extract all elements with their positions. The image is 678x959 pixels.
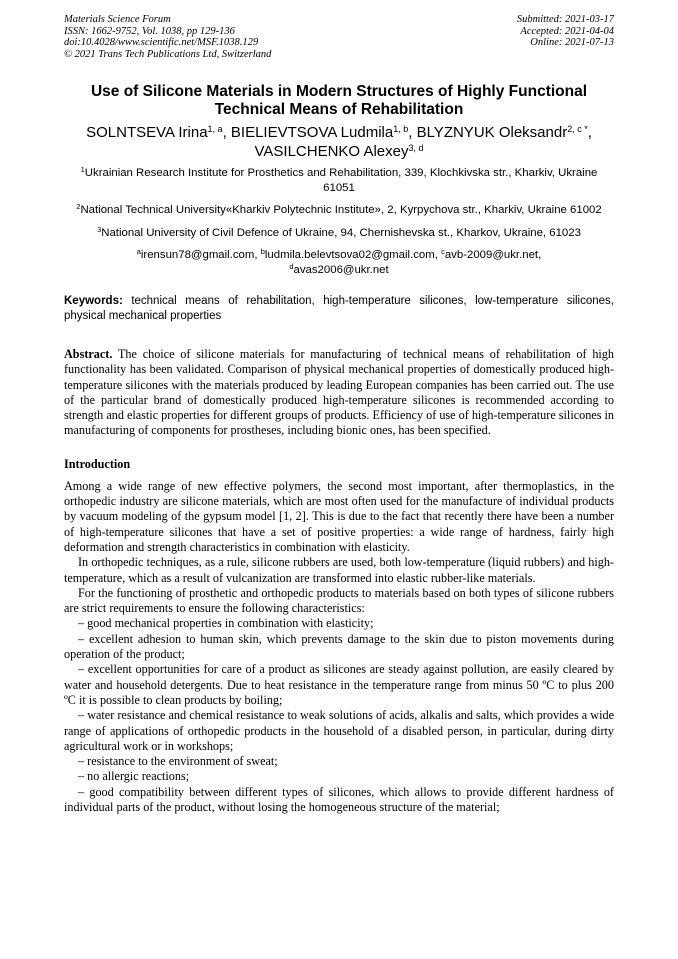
affiliation-3 (64, 226, 614, 241)
title-line-2: Technical Means of Rehabilitation (214, 101, 464, 118)
author-4: VASILCHENKO Alexey (254, 143, 409, 160)
keywords-text: technical means of rehabilitation, high-temperature silicones, low-temperature silicones, physical mechanical properties (64, 295, 614, 322)
intro-paragraph-3: For the functioning of prosthetic and orthopedic products to materials based on both types of silicone rubbers are strict requirements to ensure the following characteristics: (64, 585, 614, 616)
list-item: – excellent opportunities for care of a product as silicones are steady against pollution, are easily cleared by water and household detergents. Due to heat resistance in the temperature range from minus 50 ºC to plus 200 ºC it is possible to clean products by boiling; (64, 662, 614, 707)
list-item: – water resistance and chemical resistance to weak solutions of acids, alkalis and salts, which provides a wide range of applications of orthopedic products in the household of a disabled person, in particular, during dirty agricultural work or in workshops; (64, 708, 614, 753)
submitted-date: Submitted: 2021-03-17 (516, 14, 614, 25)
email-1-sup: a (136, 247, 141, 256)
affiliation-1-text: Ukrainian Research Institute for Prosthetics and Rehabilitation, 339, Klochkivska str., Kharkiv, Ukraine 61051 (84, 167, 598, 194)
affiliation-2-sup: 2 (76, 202, 81, 211)
copyright: © 2021 Trans Tech Publications Ltd, Switzerland (64, 48, 272, 60)
list-item: – resistance to the environment of sweat; (78, 754, 278, 769)
issn: ISSN: 1662-9752, Vol. 1038, pp 129-136 (64, 25, 235, 37)
author-list: SOLNTSEVA Irina$^{1, a}$, BIELIEVTSOVA Ludmila$^{1, b}$, BLYZNYUK Oleksandr$^{2, c *}$, VASILCHENKO Alexey$^{3, d}$ (86, 124, 592, 160)
email-2-sup: b (260, 247, 265, 256)
abstract-label: Abstract. (64, 347, 113, 361)
author-3-sup: 2, c * (567, 124, 588, 134)
affiliation-3-text: National University of Civil Defence of Ukraine, 94, Chernishevska st., Kharkov, Ukraine, 61023 (101, 226, 581, 239)
list-item: – excellent adhesion to human skin, which prevents damage to the skin due to piston movements during operation of the product; (64, 631, 614, 662)
journal-info (64, 14, 271, 60)
doi: doi:10.4028/www.scientific.net/MSF.1038.129 (64, 37, 259, 48)
author-2-sup: 1, b (393, 124, 409, 134)
affiliation-2-text: National Technical University«Kharkiv Polytechnic Institute», 2, Kyrpychova str., Kharkiv, Ukraine 61002 (80, 204, 602, 216)
affiliation-1-sup: 1 (80, 165, 85, 174)
list-item: – good compatibility between different types of silicones, which allows to provide different hardness of individual parts of the product, without losing the homogeneous structure of the material; (64, 784, 614, 815)
abstract (64, 347, 614, 439)
intro-paragraph-2: In orthopedic techniques, as a rule, silicone rubbers are used, both low-temperature (liquid rubbers) and high-temperature, which as a result of vulcanization are transformed into elastic rubber-like materials. (64, 555, 614, 585)
paper-title (64, 83, 614, 119)
dates-info (517, 14, 614, 60)
email-1[interactable]: irensun78@gmail.com (140, 249, 255, 261)
email-4[interactable]: avas2006@ukr.net (293, 263, 389, 276)
abstract-text: The choice of silicone materials for manufacturing of technical means of rehabilitation of high functionality has been validated. Comparison of physical mechanical properties of domestically produced high-temperature silicones with the materials produced by leading European companies has been carried out. The use of the particular brand of domestically produced high-temperature silicones is recommended according to strength and elastic properties for different groups of products. Efficiency of use of high-temperature silicones in manufacturing of components for prostheses, including bionic ones, has been specified. (64, 347, 614, 438)
intro-paragraph-1: Among a wide range of new effective polymers, the second most important, after thermoplastics, in the orthopedic industry are silicone materials, which are most often used for the manufacture of individual products by vacuum modeling of the gypsum model [1, 2]. This is due to the fact that recently there have been a number of high-temperature silicones that have a set of positive properties: a wide range of hardness, fairly high deformation and strength characteristics in combination with elasticity. (64, 478, 614, 554)
journal-header (64, 14, 614, 60)
list-item: – good mechanical properties in combination with elasticity; (78, 616, 374, 631)
email-3[interactable]: avb-2009@ukr.net (444, 249, 539, 261)
accepted-date: Accepted: 2021-04-04 (520, 25, 614, 37)
author-1: SOLNTSEVA Irina (86, 124, 208, 141)
affiliation-1 (64, 166, 614, 195)
author-3: BLYZNYUK Oleksandr (416, 124, 568, 141)
affiliation-3-sup: 3 (97, 224, 102, 234)
email-2[interactable]: ludmila.belevtsova02@gmail.com (264, 249, 435, 261)
keywords-label: Keywords: (64, 295, 123, 307)
author-1-sup: 1, a (207, 124, 223, 134)
keywords (64, 294, 614, 324)
author-2: BIELIEVTSOVA Ludmila (230, 124, 394, 141)
list-item: – no allergic reactions; (78, 769, 190, 784)
title-line-1: Use of Silicone Materials in Modern Structures of Highly Functional (90, 83, 588, 100)
email-list: $^a$irensun78@gmail.com, $^b$ludmila.belevtsova02@gmail.com, $^c$avb-2009@ukr.net, $^d$avas2006@ukr.net (136, 247, 542, 276)
email-3-sup: c (441, 247, 445, 256)
email-4-sup: d (289, 261, 294, 271)
author-4-sup: 3, d (408, 143, 424, 153)
affiliation-2 (64, 203, 614, 218)
online-date: Online: 2021-07-13 (530, 37, 614, 48)
section-heading-introduction: Introduction (64, 456, 131, 471)
journal-name: Materials Science Forum (64, 14, 171, 25)
